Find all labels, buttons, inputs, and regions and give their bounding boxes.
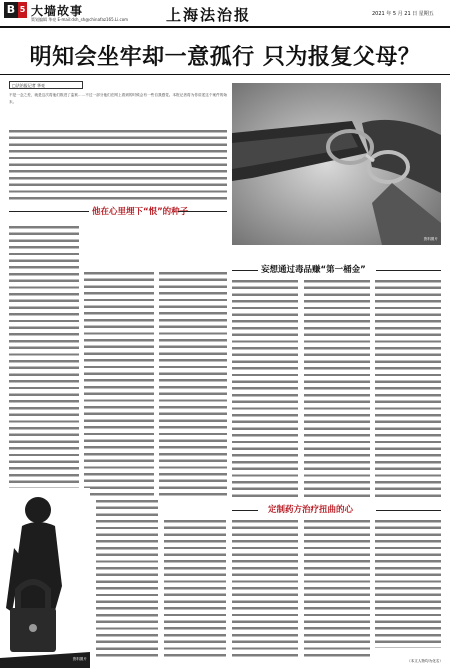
photo-credit: 资料图片 <box>423 237 438 241</box>
masthead <box>0 0 450 28</box>
byline: □法治报记者 华亮 <box>9 81 83 89</box>
subhead-rule <box>178 211 227 212</box>
editor-info: 策划编辑 华亮 E-mail:dsh_sh@chinafaz165.Li.com <box>31 17 129 22</box>
photo-credit: 资料图片 <box>72 657 87 661</box>
body-column <box>375 520 441 648</box>
masthead-rule <box>0 26 450 28</box>
body-column <box>232 280 298 498</box>
body-column <box>304 280 370 498</box>
body-column <box>232 520 298 660</box>
handcuffs-photo <box>232 83 441 245</box>
subhead-1: 他在心里埋下“恨”的种子 <box>92 207 189 217</box>
body-column <box>84 272 154 498</box>
subhead-rule <box>376 510 441 511</box>
body-column <box>375 280 441 498</box>
lead-paragraph: 不是一念之差，就是这次将他们推进了监狱……不过一部分他们在网上看到的时候会有一些自我感觉。本报记者将为你讲述这个案件的始末。 <box>9 93 227 104</box>
page-number: 5 <box>18 2 27 18</box>
handcuffs-illustration <box>232 83 441 245</box>
headline: 明知会坐牢却一意孤行 只为报复父母？ <box>29 45 421 70</box>
headline-rule <box>0 74 450 75</box>
issue-date: 2021 年 5 月 21 日 星期五 <box>372 11 434 17</box>
padlock-silhouette <box>0 488 90 668</box>
section-title: 大墙故事 <box>31 4 84 18</box>
subhead-2: 妄想通过毒品赚“第一桶金” <box>261 265 366 275</box>
section-badge: B <box>4 2 18 18</box>
body-column <box>159 272 227 498</box>
subhead-rule <box>232 270 258 271</box>
subhead-rule <box>232 510 258 511</box>
subhead-rule <box>9 211 89 212</box>
padlock-photo <box>0 488 90 668</box>
subhead-3: 定制药方治疗扭曲的心 <box>268 505 354 515</box>
subhead-rule <box>376 270 441 271</box>
newspaper-logo: 上海法治报 <box>166 6 252 24</box>
body-column <box>96 500 158 660</box>
closing-note: （本文人物均为化名） <box>407 659 443 663</box>
body-column <box>304 520 370 660</box>
body-column <box>164 520 226 660</box>
lead-continued <box>9 130 227 200</box>
body-column <box>9 226 79 498</box>
